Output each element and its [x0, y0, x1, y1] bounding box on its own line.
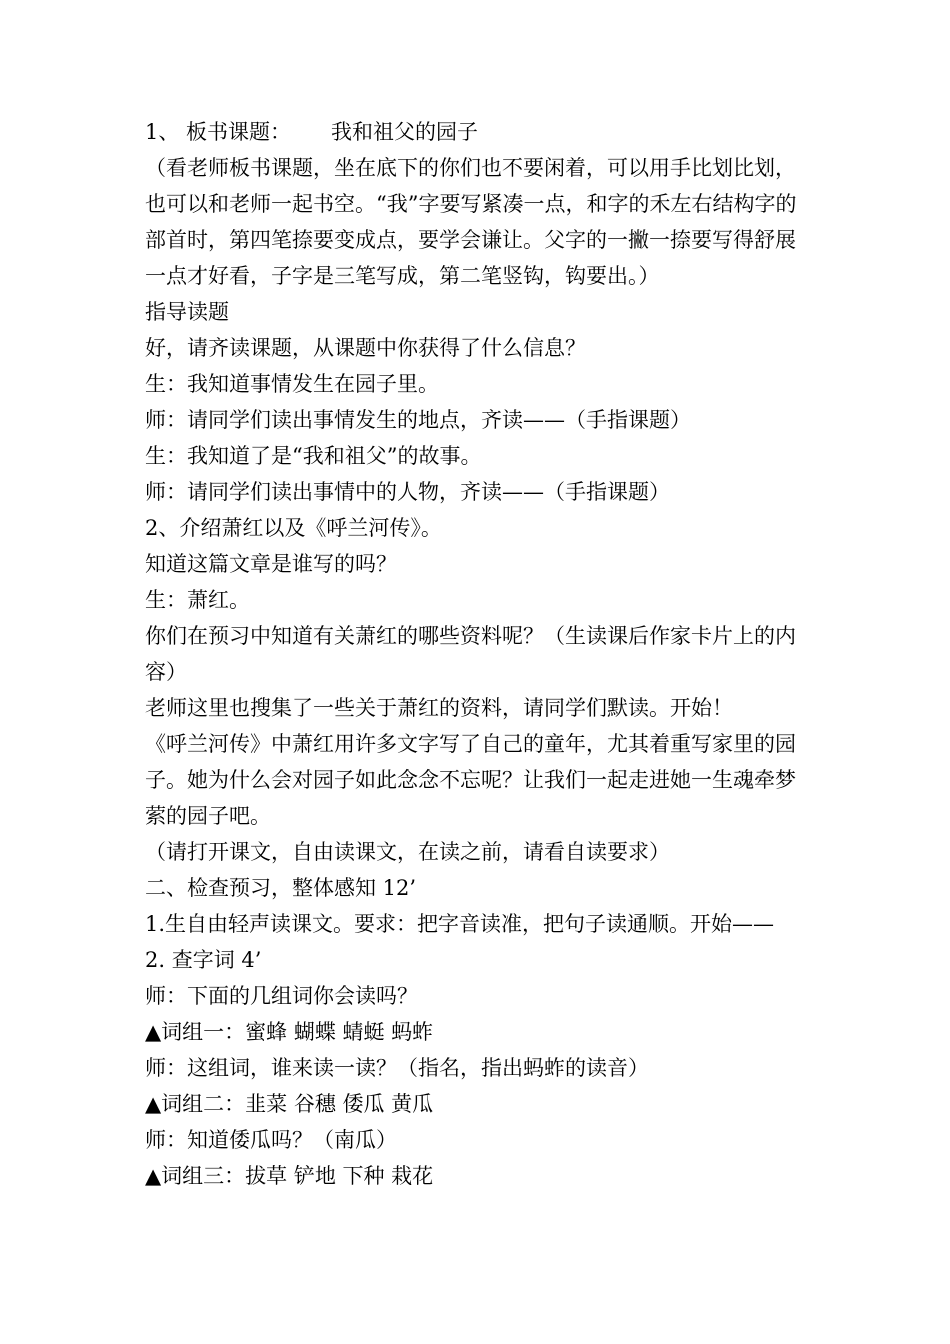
- line-text: 1、 板书课题：: [145, 120, 292, 144]
- section-heading: 二、检查预习，整体感知 12’: [145, 876, 417, 900]
- paragraph: 好，请齐读课题，从课题中你获得了什么信息？: [145, 336, 586, 360]
- paragraph: 《呼兰河传》中萧红用许多文字写了自己的童年，尤其着重写家里的园子。她为什么会对园子如此念念不忘呢？让我们一起走进她一生魂牵梦萦的园子吧。: [145, 732, 796, 828]
- paragraph: 老师这里也搜集了一些关于萧红的资料，请同学们默读。开始！: [145, 696, 733, 720]
- paragraph: 指导读题: [145, 300, 229, 324]
- paragraph: 师：请同学们读出事情中的人物，齐读——（手指课题）: [145, 480, 670, 504]
- section-heading: 2、介绍萧红以及《呼兰河传》。: [145, 516, 442, 540]
- paragraph: （看老师板书课题，坐在底下的你们也不要闲着，可以用手比划比划，也可以和老师一起书空。“我”字要写紧凑一点，和字的禾左右结构字的部首时，第四笔捺要变成点，要学会谦让。父字的一撇一捺要写得舒展一点才好看，子字是三笔写成，第二笔竖钩，钩要出。）: [145, 156, 797, 288]
- paragraph: 生：我知道了是“我和祖父”的故事。: [145, 444, 482, 468]
- sub-heading: 2. 查字词 4’: [145, 948, 262, 972]
- paragraph: 知道这篇文章是谁写的吗？: [145, 552, 397, 576]
- paragraph: 你们在预习中知道有关萧红的哪些资料呢？（生读课后作家卡片上的内容）: [145, 624, 796, 684]
- paragraph: 师：请同学们读出事情发生的地点，齐读——（手指课题）: [145, 408, 691, 432]
- document-body: [145, 114, 815, 1194]
- lesson-title: 我和祖父的园子: [331, 120, 479, 144]
- paragraph: （请打开课文，自由读课文，在读之前，请看自读要求）: [145, 840, 670, 864]
- word-group: ▲词组一：蜜蜂 蝴蝶 蜻蜓 蚂蚱: [145, 1020, 434, 1044]
- word-group: ▲词组二：韭菜 谷穗 倭瓜 黄瓜: [145, 1092, 434, 1116]
- heading-board-title: [145, 114, 815, 150]
- paragraph: 生：我知道事情发生在园子里。: [145, 372, 439, 396]
- word-group: ▲词组三：拔草 铲地 下种 栽花: [145, 1164, 434, 1188]
- paragraph: 师：这组词，谁来读一读？（指名，指出蚂蚱的读音）: [145, 1056, 649, 1080]
- paragraph: 师：知道倭瓜吗？（南瓜）: [145, 1128, 397, 1152]
- paragraph: 生：萧红。: [145, 588, 250, 612]
- paragraph: 师：下面的几组词你会读吗？: [145, 984, 418, 1008]
- paragraph: 1.生自由轻声读课文。要求：把字音读准，把句子读通顺。开始——: [145, 912, 775, 936]
